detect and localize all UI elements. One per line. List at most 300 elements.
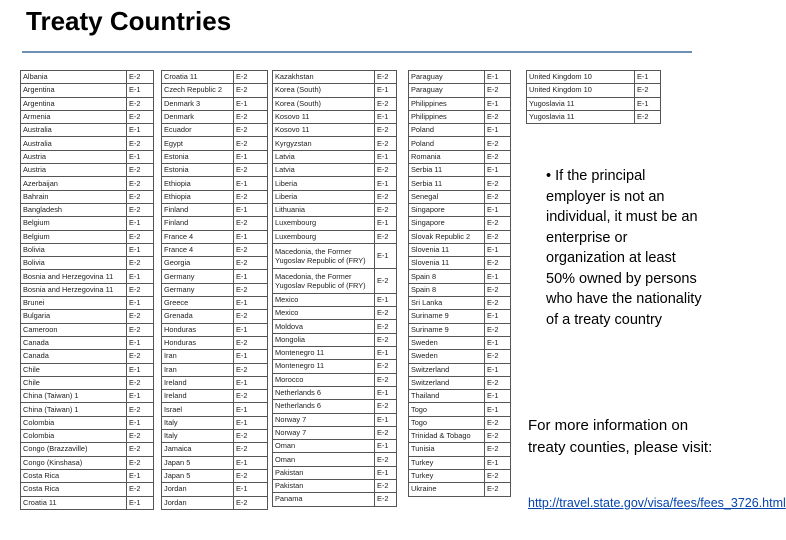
country-name: Netherlands 6 (273, 386, 375, 399)
country-name: Chile (21, 363, 127, 376)
country-name: Singapore (409, 217, 485, 230)
country-name: Turkey (409, 456, 485, 469)
country-name: Korea (South) (273, 84, 375, 97)
visa-type: E-2 (375, 307, 397, 320)
visa-type: E-2 (485, 217, 511, 230)
table-row (273, 333, 397, 346)
table-row (162, 243, 268, 256)
visa-type: E-2 (485, 137, 511, 150)
visa-type: E-1 (375, 84, 397, 97)
table-row (273, 190, 397, 203)
country-name: Turkey (409, 469, 485, 482)
visa-type: E-1 (485, 203, 511, 216)
visa-type: E-1 (485, 164, 511, 177)
table-row (409, 456, 511, 469)
table-row (21, 469, 154, 482)
country-name: Paraguay (409, 71, 485, 84)
country-name: Poland (409, 137, 485, 150)
table-row (162, 230, 268, 243)
table-row (21, 257, 154, 270)
table-row (162, 403, 268, 416)
table-row (273, 268, 397, 293)
country-name: Serbia 11 (409, 177, 485, 190)
table-row (409, 150, 511, 163)
country-name: Spain 8 (409, 270, 485, 283)
table-row (21, 150, 154, 163)
visa-type: E-2 (485, 283, 511, 296)
table-row (273, 137, 397, 150)
country-name: Kosovo 11 (273, 124, 375, 137)
visa-type: E-1 (234, 230, 268, 243)
country-name: Togo (409, 403, 485, 416)
table-row (273, 347, 397, 360)
country-name: Czech Republic 2 (162, 84, 234, 97)
country-name: Japan 5 (162, 469, 234, 482)
table-row (162, 137, 268, 150)
visa-type: E-2 (234, 71, 268, 84)
visa-type: E-2 (127, 230, 154, 243)
visa-type: E-2 (485, 376, 511, 389)
table-row (409, 270, 511, 283)
visa-type: E-2 (485, 443, 511, 456)
table-row (527, 110, 661, 123)
table-row (162, 483, 268, 496)
table-row (273, 466, 397, 479)
visa-type: E-1 (234, 323, 268, 336)
table-row (162, 110, 268, 123)
country-name: Kosovo 11 (273, 110, 375, 123)
table-row (409, 390, 511, 403)
country-name: Italy (162, 416, 234, 429)
country-table-col-5 (526, 70, 661, 124)
visa-type: E-2 (234, 443, 268, 456)
visa-type: E-2 (234, 469, 268, 482)
visa-type: E-2 (234, 363, 268, 376)
table-row (21, 84, 154, 97)
visa-type: E-1 (234, 297, 268, 310)
country-name: Argentina (21, 97, 127, 110)
visa-type: E-2 (375, 493, 397, 506)
table-row (162, 496, 268, 509)
country-name: Montenegro 11 (273, 360, 375, 373)
country-name: Brunei (21, 297, 127, 310)
visa-type: E-2 (127, 177, 154, 190)
table-row (409, 97, 511, 110)
country-name: Spain 8 (409, 283, 485, 296)
table-row (409, 443, 511, 456)
table-row (21, 97, 154, 110)
visa-type: E-2 (234, 110, 268, 123)
table-row (409, 110, 511, 123)
table-row (409, 297, 511, 310)
visa-type: E-2 (127, 323, 154, 336)
country-name: Bahrain (21, 190, 127, 203)
country-name: Ecuador (162, 124, 234, 137)
visa-type: E-2 (234, 164, 268, 177)
visa-type: E-1 (127, 496, 154, 509)
table-row (273, 230, 397, 243)
country-name: Austria (21, 150, 127, 163)
country-name: Italy (162, 430, 234, 443)
table-row (21, 310, 154, 323)
country-name: Azerbaijan (21, 177, 127, 190)
table-row (273, 110, 397, 123)
country-name: Morocco (273, 373, 375, 386)
country-name: Croatia 11 (21, 496, 127, 509)
visa-type: E-1 (635, 71, 661, 84)
table-row (162, 97, 268, 110)
visa-type: E-1 (234, 403, 268, 416)
country-name: Mexico (273, 293, 375, 306)
country-name: Israel (162, 403, 234, 416)
table-row (21, 243, 154, 256)
country-name: Argentina (21, 84, 127, 97)
country-name: United Kingdom 10 (527, 84, 635, 97)
table-row (273, 177, 397, 190)
country-name: Kazakhstan (273, 71, 375, 84)
table-row (21, 403, 154, 416)
country-name: Canada (21, 336, 127, 349)
visa-type: E-1 (375, 110, 397, 123)
country-name: Congo (Kinshasa) (21, 456, 127, 469)
visa-type: E-2 (234, 496, 268, 509)
table-row (21, 177, 154, 190)
table-row (409, 71, 511, 84)
table-row (21, 203, 154, 216)
visa-type: E-2 (127, 403, 154, 416)
table-row (409, 310, 511, 323)
table-row (273, 97, 397, 110)
country-name: Sweden (409, 336, 485, 349)
country-name: Senegal (409, 190, 485, 203)
table-row (409, 323, 511, 336)
visa-type: E-1 (234, 97, 268, 110)
table-row (273, 426, 397, 439)
table-row (21, 71, 154, 84)
visa-type: E-2 (375, 453, 397, 466)
visa-type: E-2 (375, 333, 397, 346)
country-name: Trinidad & Tobago (409, 430, 485, 443)
visa-type: E-2 (127, 283, 154, 296)
table-row (21, 443, 154, 456)
visa-type: E-2 (375, 190, 397, 203)
country-name: Luxembourg (273, 217, 375, 230)
visa-type: E-1 (127, 270, 154, 283)
country-name: Switzerland (409, 363, 485, 376)
table-row (273, 243, 397, 268)
table-row (21, 124, 154, 137)
visa-type: E-2 (375, 480, 397, 493)
visa-type: E-2 (485, 483, 511, 496)
country-name: Panama (273, 493, 375, 506)
table-row (21, 270, 154, 283)
country-name: Slovenia 11 (409, 243, 485, 256)
table-row (273, 203, 397, 216)
table-row (273, 480, 397, 493)
visa-type: E-2 (635, 110, 661, 123)
visa-type: E-2 (375, 137, 397, 150)
country-name: Bolivia (21, 257, 127, 270)
visa-type: E-2 (234, 124, 268, 137)
country-name: Yugoslavia 11 (527, 110, 635, 123)
country-table-col-2 (161, 70, 268, 510)
country-name: Canada (21, 350, 127, 363)
country-name: Jordan (162, 496, 234, 509)
table-row (409, 363, 511, 376)
country-name: Jordan (162, 483, 234, 496)
table-row (21, 190, 154, 203)
table-row (21, 323, 154, 336)
visa-type: E-2 (234, 336, 268, 349)
visa-type: E-1 (485, 97, 511, 110)
country-name: Chile (21, 376, 127, 389)
country-name: Norway 7 (273, 413, 375, 426)
visa-type: E-2 (127, 71, 154, 84)
country-name: Jamaica (162, 443, 234, 456)
visa-type: E-2 (485, 416, 511, 429)
country-name: Iran (162, 350, 234, 363)
country-name: Liberia (273, 177, 375, 190)
visa-type: E-1 (234, 203, 268, 216)
country-table-col-3 (272, 70, 397, 507)
country-name: Ukraine (409, 483, 485, 496)
visa-type: E-1 (127, 297, 154, 310)
country-name: Pakistan (273, 480, 375, 493)
visa-type: E-1 (127, 150, 154, 163)
table-row (162, 297, 268, 310)
table-row (409, 336, 511, 349)
country-name: Australia (21, 137, 127, 150)
visa-type: E-1 (127, 243, 154, 256)
table-row (409, 177, 511, 190)
table-row (273, 453, 397, 466)
visa-type: E-1 (485, 336, 511, 349)
country-table-col-1 (20, 70, 154, 510)
visa-type: E-1 (485, 243, 511, 256)
visa-type: E-2 (375, 373, 397, 386)
table-row (409, 164, 511, 177)
country-name: Netherlands 6 (273, 400, 375, 413)
country-name: China (Taiwan) 1 (21, 390, 127, 403)
table-row (273, 400, 397, 413)
visa-type: E-2 (127, 203, 154, 216)
country-name: Yugoslavia 11 (527, 97, 635, 110)
country-name: Oman (273, 453, 375, 466)
visa-type: E-2 (485, 110, 511, 123)
table-row (21, 297, 154, 310)
country-name: France 4 (162, 230, 234, 243)
country-name: Ethiopia (162, 190, 234, 203)
table-row (273, 320, 397, 333)
visa-type: E-2 (127, 164, 154, 177)
title-underline (22, 51, 692, 53)
country-name: Serbia 11 (409, 164, 485, 177)
country-name: Slovenia 11 (409, 257, 485, 270)
table-row (162, 310, 268, 323)
visa-type: E-1 (375, 440, 397, 453)
visa-type: E-1 (127, 469, 154, 482)
country-name: Moldova (273, 320, 375, 333)
table-row (162, 390, 268, 403)
treaty-info-link[interactable]: http://travel.state.gov/visa/fees/fees_3726.html (528, 496, 786, 510)
visa-type: E-1 (485, 363, 511, 376)
visa-type: E-2 (234, 243, 268, 256)
country-name: Switzerland (409, 376, 485, 389)
country-name: Philippines (409, 110, 485, 123)
table-row (409, 403, 511, 416)
table-row (273, 124, 397, 137)
country-name: Iran (162, 363, 234, 376)
country-name: Macedonia, the Former Yugoslav Republic of (FRY) (273, 268, 375, 293)
visa-type: E-1 (375, 177, 397, 190)
table-row (162, 416, 268, 429)
country-name: Germany (162, 283, 234, 296)
visa-type: E-1 (485, 403, 511, 416)
visa-type: E-2 (375, 360, 397, 373)
table-row (409, 469, 511, 482)
visa-type: E-1 (234, 177, 268, 190)
table-row (21, 217, 154, 230)
table-row (21, 350, 154, 363)
visa-type: E-2 (485, 230, 511, 243)
visa-type: E-2 (127, 376, 154, 389)
table-row (21, 456, 154, 469)
table-row (162, 71, 268, 84)
country-name: Thailand (409, 390, 485, 403)
table-row (273, 164, 397, 177)
table-row (21, 283, 154, 296)
country-name: Finland (162, 203, 234, 216)
visa-type: E-2 (485, 469, 511, 482)
visa-type: E-2 (375, 268, 397, 293)
visa-type: E-2 (234, 283, 268, 296)
table-row (21, 390, 154, 403)
table-row (162, 443, 268, 456)
country-name: Mexico (273, 307, 375, 320)
visa-type: E-1 (485, 124, 511, 137)
table-row (409, 416, 511, 429)
visa-type: E-2 (127, 190, 154, 203)
country-name: Germany (162, 270, 234, 283)
visa-type: E-1 (234, 270, 268, 283)
country-name: Montenegro 11 (273, 347, 375, 360)
visa-type: E-2 (485, 150, 511, 163)
table-row (21, 483, 154, 496)
country-name: Congo (Brazzaville) (21, 443, 127, 456)
table-row (273, 440, 397, 453)
table-row (21, 496, 154, 509)
country-name: Georgia (162, 257, 234, 270)
visa-type: E-1 (234, 416, 268, 429)
country-name: Colombia (21, 430, 127, 443)
table-row (409, 84, 511, 97)
visa-type: E-2 (485, 323, 511, 336)
table-row (162, 350, 268, 363)
table-row (162, 363, 268, 376)
visa-type: E-1 (485, 456, 511, 469)
visa-type: E-2 (127, 257, 154, 270)
visa-type: E-1 (485, 270, 511, 283)
visa-type: E-2 (375, 124, 397, 137)
table-row (21, 363, 154, 376)
table-row (21, 376, 154, 389)
country-name: Costa Rica (21, 483, 127, 496)
table-row (273, 413, 397, 426)
visa-type: E-2 (375, 203, 397, 216)
employer-requirement-note: • If the principal employer is not an individual, it must be an enterprise or organization at least 50% owned by persons who have the nationality of a treaty country (546, 168, 702, 328)
table-row (162, 177, 268, 190)
visa-type: E-1 (127, 124, 154, 137)
country-name: Suriname 9 (409, 323, 485, 336)
table-row (273, 217, 397, 230)
visa-type: E-2 (234, 390, 268, 403)
visa-type: E-1 (127, 416, 154, 429)
page-title: Treaty Countries (26, 6, 232, 36)
table-row (409, 283, 511, 296)
visa-type: E-1 (127, 217, 154, 230)
visa-type: E-1 (375, 466, 397, 479)
table-row (273, 71, 397, 84)
visa-type: E-1 (375, 150, 397, 163)
country-name: Austria (21, 164, 127, 177)
country-name: Ireland (162, 390, 234, 403)
country-name: Belgium (21, 217, 127, 230)
country-name: Togo (409, 416, 485, 429)
country-name: Korea (South) (273, 97, 375, 110)
more-info-text: For more information on treaty counties, please visit: (528, 417, 713, 456)
table-row (273, 360, 397, 373)
visa-type: E-1 (375, 386, 397, 399)
table-row (527, 71, 661, 84)
country-name: Paraguay (409, 84, 485, 97)
country-name: Slovak Republic 2 (409, 230, 485, 243)
visa-type: E-2 (127, 443, 154, 456)
country-name: Japan 5 (162, 456, 234, 469)
table-row (21, 430, 154, 443)
country-name: Oman (273, 440, 375, 453)
country-name: Australia (21, 124, 127, 137)
visa-type: E-1 (127, 390, 154, 403)
visa-type: E-2 (375, 97, 397, 110)
table-row (21, 230, 154, 243)
table-row (21, 164, 154, 177)
visa-type: E-2 (375, 320, 397, 333)
table-row (162, 270, 268, 283)
visa-type: E-2 (127, 137, 154, 150)
table-row (409, 243, 511, 256)
visa-type: E-2 (234, 217, 268, 230)
country-name: Albania (21, 71, 127, 84)
visa-type: E-2 (127, 310, 154, 323)
country-name: Honduras (162, 336, 234, 349)
visa-type: E-1 (485, 71, 511, 84)
visa-type: E-2 (234, 84, 268, 97)
visa-type: E-1 (375, 347, 397, 360)
country-name: Croatia 11 (162, 71, 234, 84)
visa-type: E-2 (635, 84, 661, 97)
visa-type: E-2 (375, 164, 397, 177)
table-row (162, 257, 268, 270)
visa-type: E-2 (234, 190, 268, 203)
country-name: Denmark 3 (162, 97, 234, 110)
table-row (21, 110, 154, 123)
country-name: Bulgaria (21, 310, 127, 323)
visa-type: E-2 (127, 110, 154, 123)
country-name: Belgium (21, 230, 127, 243)
table-row (409, 350, 511, 363)
table-row (409, 376, 511, 389)
country-name: Kyrgyzstan (273, 137, 375, 150)
